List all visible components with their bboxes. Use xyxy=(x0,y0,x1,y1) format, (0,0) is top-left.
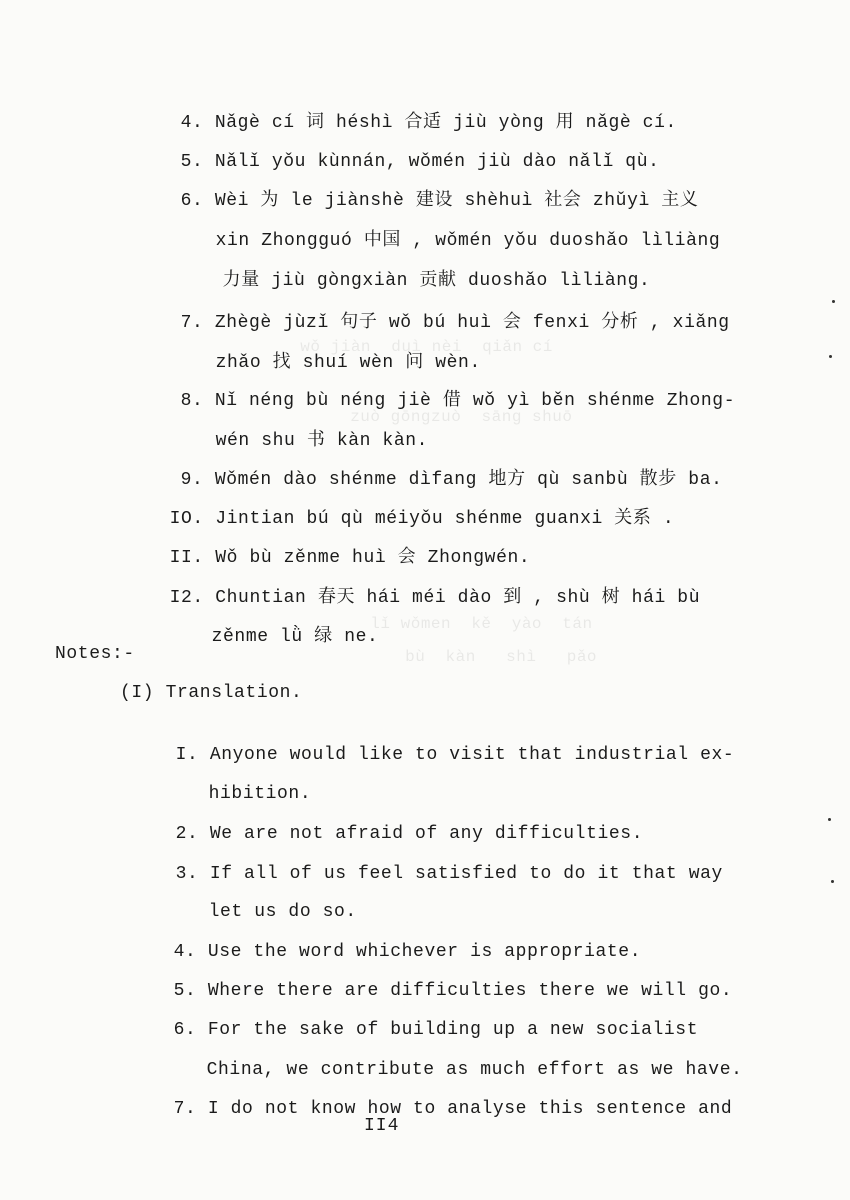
page-speck xyxy=(831,880,834,883)
item-text: Jintian bú qù méiyǒu shénme guanxi 关系 . xyxy=(215,509,675,529)
item-text: Wǒ bù zěnme huì 会 Zhongwén. xyxy=(215,548,531,568)
item-text: Use the word whichever is appropriate. xyxy=(207,942,642,962)
item-text: Nǎlǐ yǒu kùnnán, wǒmén jiù dào nǎlǐ qù. xyxy=(214,152,660,172)
item-number: 5. xyxy=(173,981,197,1001)
item-number: 7. xyxy=(173,1099,197,1119)
item-number: 2. xyxy=(175,824,199,844)
item-number: 9. xyxy=(180,470,204,490)
item-text: Zhègè jùzǐ 句子 wǒ bú huì 会 fenxi 分析 , xiǎng xyxy=(214,313,730,333)
item-text: xin Zhongguó 中国 , wǒmén yǒu duoshǎo lìliàng xyxy=(215,231,721,251)
notes-heading: Notes:- xyxy=(55,644,135,664)
item-number: II. xyxy=(169,548,204,568)
item-number: IO. xyxy=(169,509,204,529)
item-text: We are not afraid of any difficulties. xyxy=(209,824,644,844)
bleed-through-text: bù kàn shì pǎo xyxy=(395,648,598,666)
translation-item-7 xyxy=(128,1076,732,1142)
item-text: Chuntian 春天 hái méi dào 到 , shù 树 hái bù xyxy=(215,588,701,608)
item-text: let us do so. xyxy=(208,902,357,922)
item-number: 4. xyxy=(180,113,204,133)
item-text: Wèi 为 le jiànshè 建设 shèhuì 社会 zhǔyì 主义 xyxy=(214,191,699,211)
item-text: wén shu 书 kàn kàn. xyxy=(215,431,429,451)
item-number: 4. xyxy=(173,942,197,962)
item-text: I do not know how to analyse this sentence and xyxy=(207,1099,733,1119)
bleed-through-text: wǒ jiàn duì nèi qiǎn cí xyxy=(270,338,553,356)
item-text: Anyone would like to visit that industrial ex- xyxy=(209,745,735,765)
bleed-through-text: zuò gōngzuò sāng shuō xyxy=(330,408,573,426)
bleed-through-text: lǐ wǒmen kě yào tán xyxy=(340,615,593,633)
item-text: zhǎo 找 shuí wèn 问 wèn. xyxy=(215,353,481,373)
page-speck xyxy=(828,818,831,821)
item-number: I2. xyxy=(169,588,204,608)
item-number: I. xyxy=(175,745,199,765)
item-number: 6. xyxy=(173,1020,197,1040)
page-speck xyxy=(832,300,835,303)
item-text: If all of us feel satisfied to do it that way xyxy=(209,864,723,884)
item-text: zěnme lǜ 绿 ne. xyxy=(211,627,379,647)
item-number: 7. xyxy=(180,313,204,333)
notes-subheading: (I) Translation. xyxy=(120,683,303,703)
item-text: For the sake of building up a new socialist xyxy=(207,1020,699,1040)
item-number: 3. xyxy=(175,864,199,884)
item-text: China, we contribute as much effort as we have. xyxy=(206,1060,743,1080)
item-text: Wǒmén dào shénme dìfang 地方 qù sanbù 散步 ba. xyxy=(214,470,723,490)
page-speck xyxy=(829,355,832,358)
item-number: 5. xyxy=(180,152,204,172)
item-text: hibition. xyxy=(208,784,312,804)
item-text: 力量 jiù gòngxiàn 贡献 duoshǎo lìliàng. xyxy=(222,271,651,291)
page-number: II4 xyxy=(364,1116,400,1136)
item-number: 8. xyxy=(180,391,204,411)
item-text: Nǐ néng bù néng jiè 借 wǒ yì běn shénme Zhong- xyxy=(214,391,736,411)
exercise-item-12-continuation xyxy=(166,604,378,670)
item-text: Nǎgè cí 词 héshì 合适 jiù yòng 用 nǎgè cí. xyxy=(214,113,677,133)
item-text: Where there are difficulties there we will go. xyxy=(207,981,733,1001)
item-number: 6. xyxy=(180,191,204,211)
